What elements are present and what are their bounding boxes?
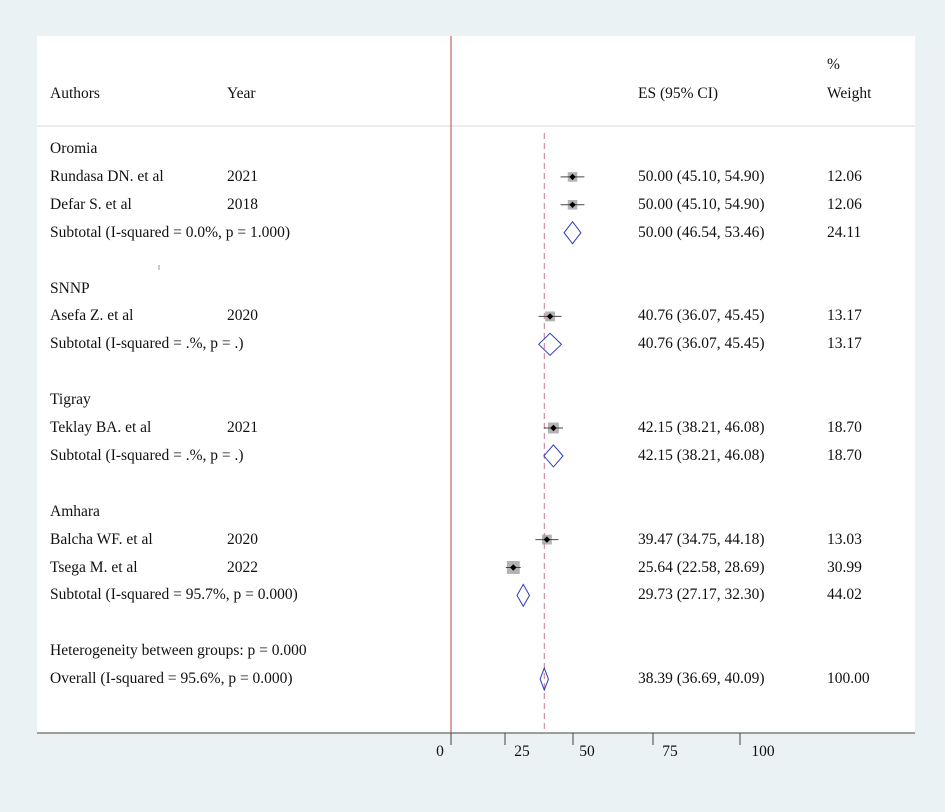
- study-year: 2021: [227, 167, 258, 185]
- study-es: 50.00 (45.10, 54.90): [638, 195, 765, 213]
- subtotal-diamond: [544, 445, 563, 467]
- study-es: 42.15 (38.21, 46.08): [638, 419, 765, 436]
- x-tick-label: 75: [662, 743, 678, 760]
- subtotal-label: Subtotal (I-squared = 95.7%, p = 0.000): [50, 586, 298, 604]
- study-es: 25.64 (22.58, 28.69): [638, 558, 765, 576]
- study-weight: 18.70: [827, 419, 862, 436]
- overall-weight: 100.00: [827, 670, 870, 688]
- subtotal-weight: 18.70: [827, 446, 862, 464]
- subtotal-diamond: [564, 222, 581, 244]
- overall-label: Overall (I-squared = 95.6%, p = 0.000): [50, 670, 293, 688]
- subtotal-es: 40.76 (36.07, 45.45): [638, 335, 765, 353]
- group-label: Oromia: [50, 140, 98, 157]
- header-es: ES (95% CI): [638, 85, 719, 102]
- subtotal-weight: 24.11: [827, 223, 862, 241]
- subtotal-es: 29.73 (27.17, 32.30): [638, 586, 765, 604]
- study-year: 2021: [227, 419, 258, 436]
- study-author: Balcha WF. et al: [50, 530, 153, 548]
- study-weight: 12.06: [827, 167, 862, 185]
- study-es: 40.76 (36.07, 45.45): [638, 307, 765, 325]
- header-weight-percent: %: [827, 56, 840, 73]
- x-tick-label: 50: [579, 743, 595, 760]
- overall-es: 38.39 (36.69, 40.09): [638, 670, 765, 688]
- study-weight: 30.99: [827, 558, 862, 576]
- study-author: Asefa Z. et al: [50, 307, 134, 325]
- study-year: 2022: [227, 558, 258, 576]
- subtotal-weight: 44.02: [827, 586, 862, 604]
- group-label: SNNP: [50, 279, 90, 297]
- subtotal-weight: 13.17: [827, 335, 862, 353]
- study-author: Defar S. et al: [50, 195, 132, 213]
- subtotal-label: Subtotal (I-squared = 0.0%, p = 1.000): [50, 223, 291, 241]
- subtotal-es: 42.15 (38.21, 46.08): [638, 446, 765, 464]
- study-author: Tsega M. et al: [50, 558, 138, 576]
- group-label: Amhara: [50, 502, 100, 520]
- x-tick-label: 25: [514, 743, 530, 760]
- study-year: 2020: [227, 530, 258, 548]
- subtotal-diamond: [517, 584, 529, 606]
- study-year: 2020: [227, 307, 258, 325]
- header-year: Year: [227, 85, 256, 102]
- group-label: Tigray: [50, 391, 91, 409]
- subtotal-label: Subtotal (I-squared = .%, p = .): [50, 335, 244, 353]
- study-year: 2018: [227, 195, 258, 213]
- study-weight: 13.03: [827, 530, 862, 548]
- study-author: Teklay BA. et al: [50, 419, 152, 436]
- x-tick-label: 100: [751, 743, 775, 760]
- subtotal-es: 50.00 (46.54, 53.46): [638, 223, 765, 241]
- header-weight: Weight: [827, 85, 872, 102]
- study-author: Rundasa DN. et al: [50, 167, 164, 185]
- x-tick-label: 0: [436, 743, 444, 760]
- study-es: 50.00 (45.10, 54.90): [638, 167, 765, 185]
- study-weight: 12.06: [827, 195, 862, 213]
- heterogeneity-note: Heterogeneity between groups: p = 0.000: [50, 642, 307, 660]
- subtotal-diamond: [539, 333, 562, 355]
- study-weight: 13.17: [827, 307, 862, 325]
- study-es: 39.47 (34.75, 44.18): [638, 530, 765, 548]
- subtotal-label: Subtotal (I-squared = .%, p = .): [50, 446, 244, 464]
- header-authors: Authors: [50, 85, 100, 102]
